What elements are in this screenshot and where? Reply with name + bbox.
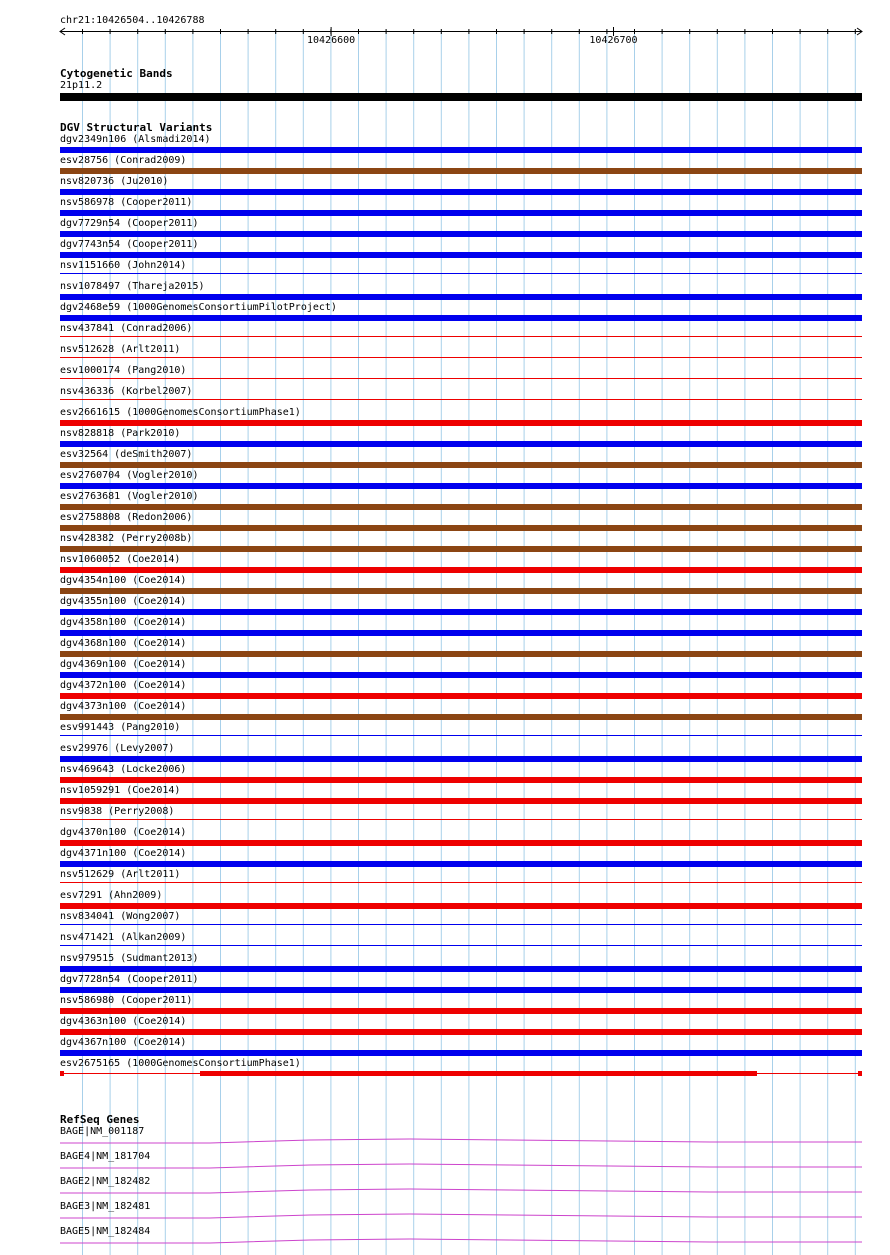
refseq-gene-line[interactable] [60,1214,862,1218]
dgv-feature-bar[interactable] [60,567,862,573]
dgv-feature-bar[interactable] [60,546,862,552]
dgv-feature-bar[interactable] [60,231,862,237]
dgv-feature-label[interactable]: dgv2468e59 (1000GenomesConsortiumPilotProject) [60,302,337,313]
refseq-gene-label[interactable]: BAGE4|NM_181704 [60,1151,151,1162]
dgv-feature-label[interactable]: esv28756 (Conrad2009) [60,155,187,166]
dgv-feature-bar[interactable] [60,609,862,615]
dgv-feature-label[interactable]: esv1000174 (Pang2010) [60,365,187,376]
dgv-feature-label[interactable]: dgv2349n106 (Alsmadi2014) [60,134,211,145]
dgv-feature-label[interactable]: dgv4369n100 (Coe2014) [60,659,187,670]
dgv-feature-label[interactable]: dgv4363n100 (Coe2014) [60,1016,187,1027]
dgv-feature-label[interactable]: dgv4367n100 (Coe2014) [60,1037,187,1048]
dgv-track-title[interactable]: DGV Structural Variants [60,121,213,134]
dgv-feature-bar[interactable] [60,315,862,321]
dgv-feature-label[interactable]: dgv4355n100 (Coe2014) [60,596,187,607]
dgv-feature-label[interactable]: nsv512629 (Arlt2011) [60,869,181,880]
dgv-feature-label[interactable]: esv29976 (Levy2007) [60,743,175,754]
dgv-feature-label[interactable]: nsv820736 (Ju2010) [60,176,169,187]
dgv-feature-bar[interactable] [60,420,862,426]
dgv-feature-bar[interactable] [60,630,862,636]
dgv-feature-label[interactable]: esv2763681 (Vogler2010) [60,491,199,502]
cytoband-track-title[interactable]: Cytogenetic Bands [60,67,173,80]
dgv-feature-label[interactable]: dgv4371n100 (Coe2014) [60,848,187,859]
dgv-feature-label[interactable]: nsv469643 (Locke2006) [60,764,187,775]
dgv-feature-bar[interactable] [60,252,862,258]
dgv-feature-label[interactable]: esv32564 (deSmith2007) [60,449,193,460]
dgv-feature-label[interactable]: nsv834041 (Wong2007) [60,911,181,922]
refseq-gene-line[interactable] [60,1139,862,1143]
dgv-feature-bar[interactable] [60,1050,862,1056]
dgv-feature-bar[interactable] [60,966,862,972]
dgv-feature-label[interactable]: dgv7743n54 (Cooper2011) [60,239,199,250]
refseq-gene-label[interactable]: BAGE|NM_001187 [60,1126,145,1137]
dgv-feature-label[interactable]: nsv1151660 (John2014) [60,260,187,271]
dgv-feature-label[interactable]: nsv471421 (Alkan2009) [60,932,187,943]
dgv-feature-label[interactable]: nsv428382 (Perry2008b) [60,533,193,544]
dgv-feature-label[interactable]: esv2758808 (Redon2006) [60,512,193,523]
dgv-feature-bar[interactable] [60,714,862,720]
ruler-tick-label: 10426600 [307,35,356,46]
dgv-feature-bar[interactable] [60,861,862,867]
dgv-feature-label[interactable]: esv7291 (Ahn2009) [60,890,163,901]
dgv-feature-label[interactable]: esv2760704 (Vogler2010) [60,470,199,481]
dgv-feature-bar[interactable] [60,462,862,468]
dgv-feature-bar[interactable] [60,1008,862,1014]
cytoband-bar[interactable] [60,93,862,101]
dgv-feature-bar[interactable] [60,987,862,993]
dgv-feature-bar[interactable] [60,294,862,300]
dgv-feature-block[interactable] [60,1071,64,1076]
dgv-feature-label[interactable]: nsv586980 (Cooper2011) [60,995,193,1006]
dgv-feature-label[interactable]: nsv979515 (Sudmant2013) [60,953,199,964]
dgv-feature-bar[interactable] [60,588,862,594]
dgv-feature-bar[interactable] [60,504,862,510]
dgv-feature-bar[interactable] [60,651,862,657]
dgv-feature-label[interactable]: dgv4370n100 (Coe2014) [60,827,187,838]
dgv-feature-bar[interactable] [60,840,862,846]
dgv-feature-label[interactable]: nsv586978 (Cooper2011) [60,197,193,208]
dgv-feature-bar[interactable] [60,777,862,783]
dgv-feature-bar[interactable] [60,1029,862,1035]
dgv-feature-bar[interactable] [60,483,862,489]
refseq-gene-label[interactable]: BAGE2|NM_182482 [60,1176,151,1187]
dgv-feature-bar[interactable] [60,525,862,531]
dgv-feature-label[interactable]: nsv9838 (Perry2008) [60,806,175,817]
dgv-feature-label[interactable]: nsv1059291 (Coe2014) [60,785,181,796]
dgv-feature-bar[interactable] [60,756,862,762]
dgv-feature-label[interactable]: dgv4373n100 (Coe2014) [60,701,187,712]
dgv-feature-block[interactable] [858,1071,862,1076]
refseq-track-title[interactable]: RefSeq Genes [60,1113,140,1126]
dgv-feature-label[interactable]: esv2675165 (1000GenomesConsortiumPhase1) [60,1058,301,1069]
dgv-feature-block[interactable] [200,1071,757,1076]
refseq-gene-line[interactable] [60,1164,862,1168]
dgv-feature-label[interactable]: dgv4354n100 (Coe2014) [60,575,187,586]
dgv-feature-bar[interactable] [60,798,862,804]
refseq-gene-line[interactable] [60,1239,862,1243]
dgv-feature-label[interactable]: nsv1060052 (Coe2014) [60,554,181,565]
dgv-feature-label[interactable]: nsv828818 (Park2010) [60,428,181,439]
dgv-feature-label[interactable]: nsv1078497 (Thareja2015) [60,281,205,292]
refseq-gene-label[interactable]: BAGE5|NM_182484 [60,1226,151,1237]
refseq-gene-line[interactable] [60,1189,862,1193]
dgv-feature-label[interactable]: dgv4358n100 (Coe2014) [60,617,187,628]
dgv-feature-bar[interactable] [60,693,862,699]
dgv-feature-bar[interactable] [60,441,862,447]
cytoband-label: 21p11.2 [60,80,103,91]
dgv-feature-bar[interactable] [60,189,862,195]
dgv-feature-bar[interactable] [60,210,862,216]
dgv-feature-label[interactable]: dgv7728n54 (Cooper2011) [60,974,199,985]
dgv-feature-label[interactable]: dgv4368n100 (Coe2014) [60,638,187,649]
dgv-feature-bar[interactable] [60,147,862,153]
dgv-feature-bar[interactable] [60,672,862,678]
region-label: chr21:10426504..10426788 [60,15,205,26]
dgv-feature-label[interactable]: nsv512628 (Arlt2011) [60,344,181,355]
ruler-tick-label: 10426700 [589,35,638,46]
dgv-feature-bar[interactable] [60,903,862,909]
dgv-feature-label[interactable]: esv991443 (Pang2010) [60,722,181,733]
dgv-feature-label[interactable]: dgv7729n54 (Cooper2011) [60,218,199,229]
refseq-gene-label[interactable]: BAGE3|NM_182481 [60,1201,151,1212]
dgv-feature-label[interactable]: nsv437841 (Conrad2006) [60,323,193,334]
dgv-feature-label[interactable]: dgv4372n100 (Coe2014) [60,680,187,691]
dgv-feature-label[interactable]: nsv436336 (Korbel2007) [60,386,193,397]
dgv-feature-bar[interactable] [60,168,862,174]
dgv-feature-label[interactable]: esv2661615 (1000GenomesConsortiumPhase1) [60,407,301,418]
